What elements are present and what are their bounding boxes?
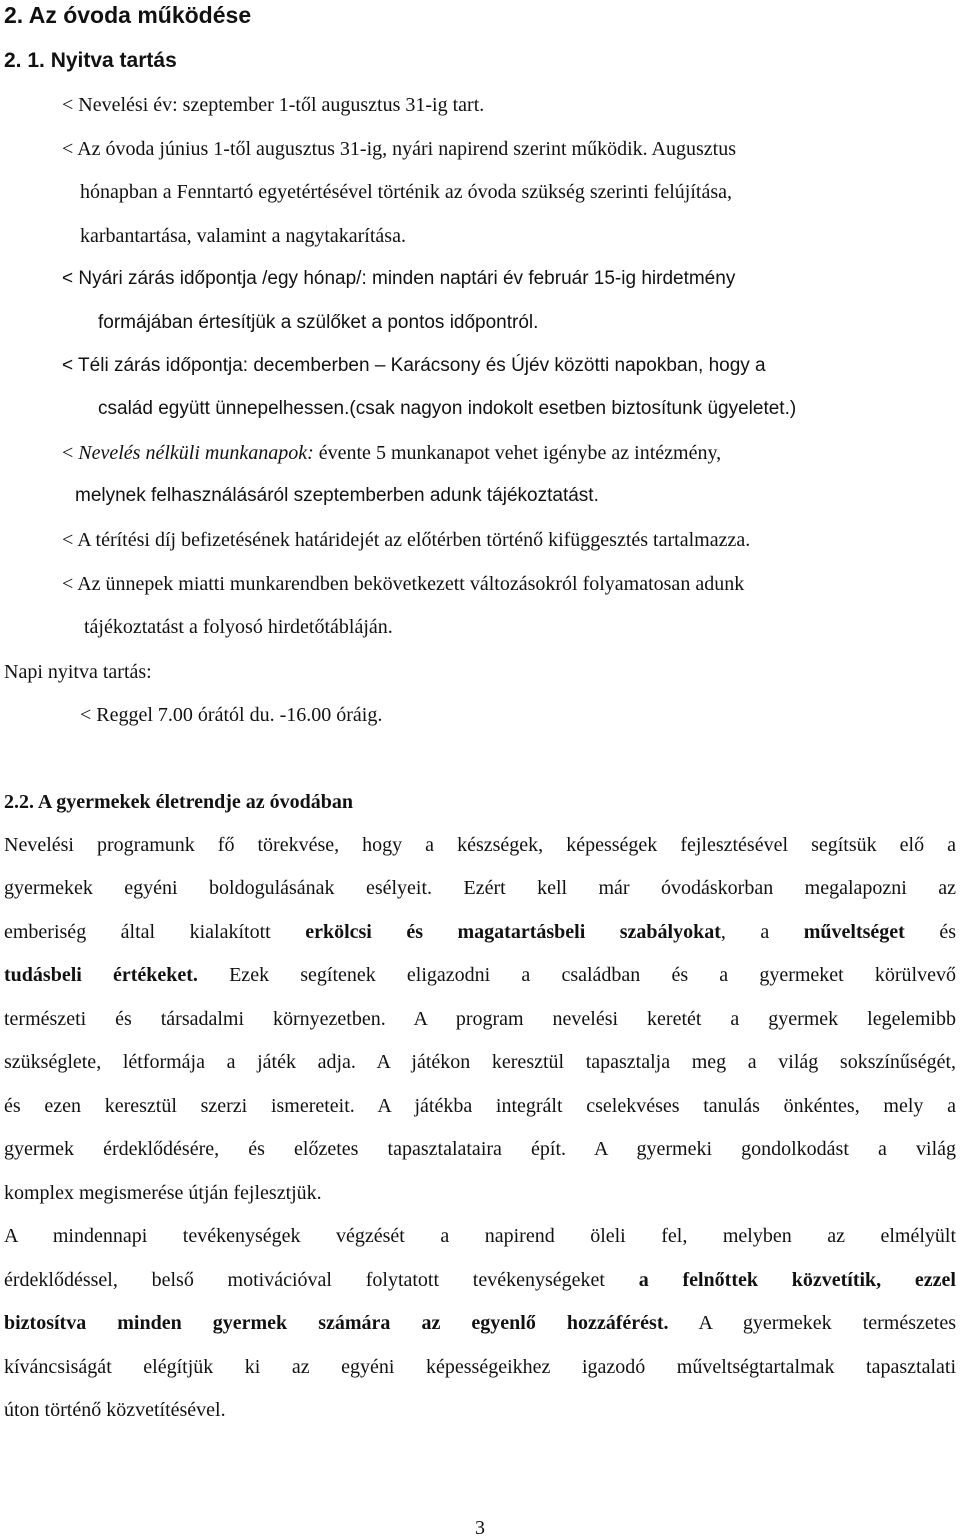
paragraph-line: érdeklődéssel, belső motivációval folytatott tevékenységeket a felnőttek közvetítik, ezzel	[4, 1269, 956, 1291]
bullet-marker: <	[62, 268, 74, 289]
paragraph-line: természeti és társadalmi környezetben. A program nevelési keretét a gyermek legelemibb	[4, 1008, 956, 1030]
page-number: 3	[475, 1517, 485, 1539]
paragraph-line: gyermekek egyéni boldogulásának esélyeit. Ezért kell már óvodáskorban megalapozni az	[4, 877, 956, 899]
bullet-marker: <	[62, 355, 74, 376]
bullet-marker: <	[62, 573, 74, 595]
paragraph-line: gyermek érdeklődésére, és előzetes tapasztalataira épít. A gyermeki gondolkodást a világ	[4, 1138, 956, 1160]
list-item-continuation: formájában értesítjük a szülőket a pontos időpontról.	[98, 312, 539, 333]
bullet-marker: <	[62, 94, 74, 116]
list-item-school-year: < Nevelési év: szeptember 1-től augusztus 31-ig tart.	[62, 94, 485, 116]
list-item-non-teaching-days: < Nevelés nélküli munkanapok: évente 5 munkanapot vehet igénybe az intézmény,	[62, 442, 722, 464]
list-item-continuation: karbantartása, valamint a nagytakarítása.	[80, 225, 406, 247]
section-title: 2. Az óvoda működése	[4, 2, 252, 28]
paragraph-line: tudásbeli értékeket. Ezek segítenek eligazodni a családban és a gyermeket körülvevő	[4, 964, 956, 986]
paragraph-line: kíváncsiságát elégítjük ki az egyéni képességeikhez igazodó műveltségtartalmak tapasztalati	[4, 1356, 956, 1378]
subsection-title-opening-hours: 2. 1. Nyitva tartás	[4, 49, 177, 72]
list-item-continuation: hónapban a Fenntartó egyetértésével történik az óvoda szükség szerinti felújítása,	[80, 181, 732, 203]
paragraph-line: biztosítva minden gyermek számára az egyenlő hozzáférést. A gyermekek természetes	[4, 1312, 956, 1334]
list-item-summer-schedule: < Az óvoda június 1-től augusztus 31-ig, nyári napirend szerint működik. Augusztus	[62, 138, 736, 160]
paragraph-line: úton történő közvetítésével.	[4, 1399, 226, 1421]
bullet-marker: <	[80, 704, 92, 726]
list-item-holiday-changes: < Az ünnepek miatti munkarendben bekövetkezett változásokról folyamatosan adunk	[62, 573, 745, 595]
list-item-continuation: család együtt ünnepelhessen.(csak nagyon indokolt esetben biztosítunk ügyeletet.)	[98, 398, 797, 419]
subsection-title-daily-life: 2.2. A gyermekek életrendje az óvodában	[4, 791, 354, 813]
list-item-fee-deadline: < A térítési díj befizetésének határidejét az előtérben történő kifüggesztés tartalmazza.	[62, 529, 751, 551]
paragraph-line: komplex megismerése útján fejlesztjük.	[4, 1182, 322, 1204]
list-item-daily-hours: < Reggel 7.00 órától du. -16.00 óráig.	[80, 704, 383, 726]
bullet-marker: <	[62, 442, 74, 464]
list-item-winter-closure: < Téli zárás időpontja: decemberben – Karácsony és Újév közötti napokban, hogy a	[62, 355, 766, 376]
paragraph-line: Nevelési programunk fő törekvése, hogy a készségek, képességek fejlesztésével segítsük elő a	[4, 834, 956, 856]
paragraph-line: és ezen keresztül szerzi ismereteit. A játékba integrált cselekvéses tanulás önkéntes, mely a	[4, 1095, 956, 1117]
bullet-marker: <	[62, 138, 74, 160]
list-item-continuation: tájékoztatást a folyosó hirdetőtábláján.	[84, 616, 393, 638]
list-item-continuation: melynek felhasználásáról szeptemberben adunk tájékoztatást.	[75, 485, 599, 506]
paragraph-line: A mindennapi tevékenységek végzését a napirend öleli fel, melyben az elmélyült	[4, 1225, 956, 1247]
daily-hours-label: Napi nyitva tartás:	[4, 661, 152, 683]
bullet-marker: <	[62, 529, 74, 551]
paragraph-line: emberiség által kialakított erkölcsi és magatartásbeli szabályokat, a műveltséget és	[4, 921, 956, 943]
list-item-summer-closure: < Nyári zárás időpontja /egy hónap/: minden naptári év február 15-ig hirdetmény	[62, 268, 736, 289]
paragraph-line: szükséglete, létformája a játék adja. A játékon keresztül tapasztalja meg a világ sokszínűségét,	[4, 1051, 956, 1073]
